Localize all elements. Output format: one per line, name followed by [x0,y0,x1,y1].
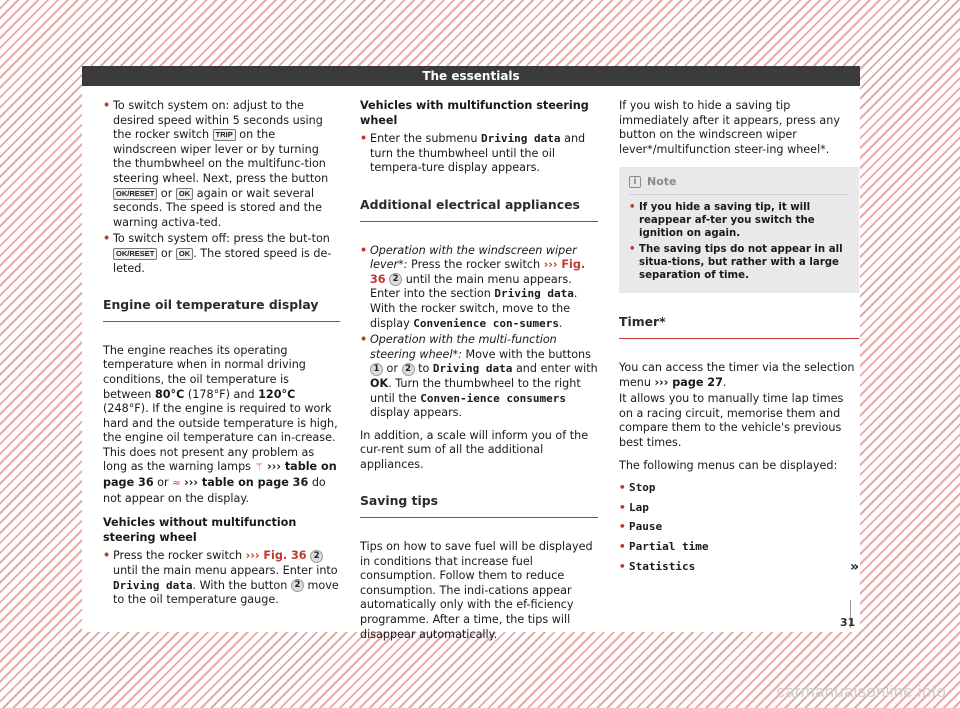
ok-key-icon: OK [176,188,193,200]
list-item: • To switch system on: adjust to the desired speed within 5 seconds using the rocker switch TRIP on the windscreen wiper lever or by turning the thumbwheel on the multifunc-tion steering wheel. Next, press the button OK/RESET or OK again or wait several seconds. The speed is stored and the warning activa-ted. [103,99,340,230]
list-item: • Statistics [619,560,859,575]
column-3 [619,99,859,579]
watermark: carmanualsonline.info [776,682,946,701]
continue-arrow-icon: » [849,558,859,575]
column-2 [360,99,598,650]
figure-reference-link[interactable]: ››› Fig. 36 [370,258,586,286]
paragraph: The engine reaches its operating temperature when in normal driving conditions, the oil temperature is between 80°C (178°F) and 120°C (248°F). If the engine is required to work hard and the outside temperature is high, the engine oil temperature can in-crease. This does not present any problem as long as the warning lamps ⚚ ››› table on page 36 or ≈ ››› table on page 36 do not appear on the display. [103,343,338,505]
list-item: • Operation with the windscreen wiper lever*: Press the rocker switch ››› Fig. 36 2 until the main menu appears. Enter into the section Driving data. With the rocker switch, move to the display Convenience con-sumers. [360,244,598,332]
ok-reset-key-icon: OK/RESET [113,188,157,200]
ok-reset-key-icon: OK/RESET [113,248,157,260]
section-title-electrical-appliances: Additional electrical appliances [360,198,598,222]
trip-key-icon: TRIP [213,129,236,141]
section-title-timer: Timer* [619,315,859,339]
page-reference-link[interactable]: ››› page 27 [654,375,723,389]
figure-reference-link[interactable]: ››› Fig. 36 [245,549,307,563]
page-number: 31 [840,616,856,629]
section-title-engine-oil: Engine oil temperature display [103,298,340,322]
list-item: • The saving tips do not appear in all situa-tions, but rather with a large separation of time. [629,243,849,282]
paragraph: You can access the timer via the selection menu ››› page 27. [619,360,855,389]
callout-number-badge: 1 [370,363,383,376]
oil-level-icon: ≈ [172,478,181,490]
list-item: • Press the rocker switch ››› Fig. 36 2 until the main menu appears. Enter into Driving data. With the button 2 move to the oil temperature gauge. [103,549,340,607]
column-1 [103,99,340,610]
list-item: • Pause [619,520,859,535]
callout-number-badge: 2 [402,363,415,376]
paragraph: If you wish to hide a saving tip immediately after it appears, press any button on the windscreen wiper lever*/multifunction steer-ing wheel*. [619,99,840,156]
table-reference-link[interactable]: ››› table on page 36 [103,460,337,490]
note-header: i Note [629,175,849,195]
list-item: • Lap [619,501,859,516]
page-header: The essentials [82,66,860,86]
list-item: • Operation with the multi-function steering wheel*: Move with the buttons 1 or 2 to Driving data and enter with OK. Turn the thumbwheel to the right until the Conven-ience consumers display appears. [360,333,598,421]
list-item: • If you hide a saving tip, it will reappear af-ter you switch the ignition on again. [629,201,849,240]
table-reference-link[interactable]: ››› table on page 36 [184,476,309,490]
sub-heading: Vehicles with multifunction steering wheel [360,99,589,127]
note-box [619,167,859,293]
callout-number-badge: 2 [389,273,402,286]
ok-key-icon: OK [176,248,193,260]
timer-menu-list [619,481,859,574]
list-item: • Partial time [619,540,859,555]
list-item: • To switch system off: press the but-ton OK/RESET or OK . The stored speed is de-leted. [103,232,340,276]
section-title-saving-tips: Saving tips [360,494,598,518]
paragraph: The following menus can be displayed: [619,458,838,472]
paragraph: It allows you to manually time lap times on a racing circuit, memorise them and compare them to the vehicle's previous best times. [619,392,844,449]
oil-can-icon: ⚚ [254,462,264,474]
paragraph: Tips on how to save fuel will be displayed in conditions that increase fuel consumption. Follow them to reduce consumption. The indi-cations appear automatically only with the ef-ficiency programme. After a time, the tips will disappear automatically. [360,540,593,641]
list-item: • Enter the submenu Driving data and turn the thumbwheel until the oil tempera-ture display appears. [360,132,598,176]
callout-number-badge: 2 [291,579,304,592]
callout-number-badge: 2 [310,550,323,563]
info-icon: i [629,176,641,188]
list-item: • Stop [619,481,859,496]
sub-heading: Vehicles without multifunction steering wheel [103,516,297,544]
paragraph: In addition, a scale will inform you of the cur-rent sum of all the additional appliances. [360,428,589,471]
